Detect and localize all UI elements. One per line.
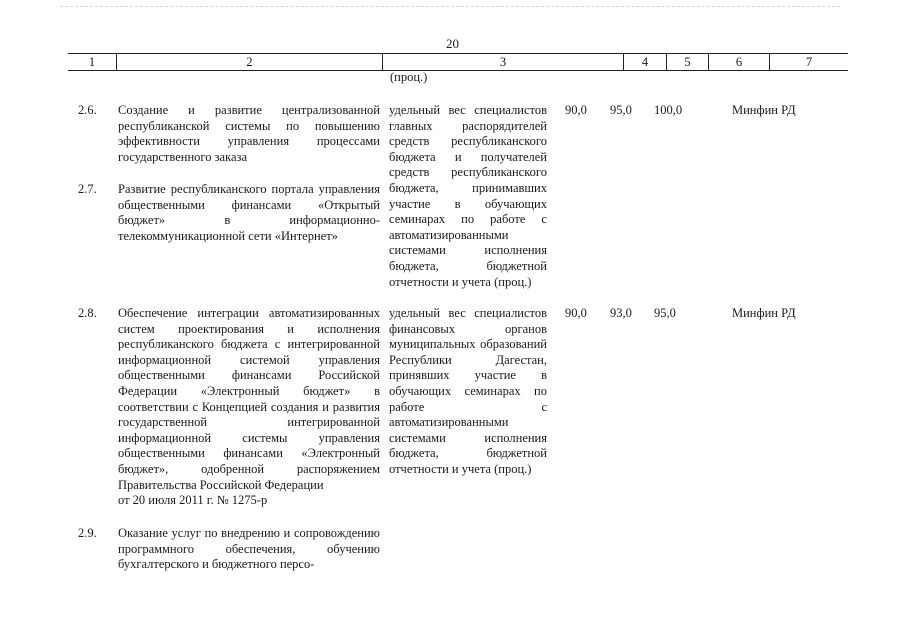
value-col4-2-8: 90,0 <box>565 306 587 320</box>
row-description-2-9: Оказание услуг по внедрению и сопровождению программного обеспечения, обучению бухгалтерского и бюджетного персо- <box>118 526 380 572</box>
value-col6-2-6: 100,0 <box>654 103 683 117</box>
carryover-text: (проц.) <box>390 70 428 84</box>
row-number-2-8: 2.8. <box>78 306 97 320</box>
header-col-6: 6 <box>708 54 769 70</box>
header-col-7: 7 <box>769 54 848 70</box>
header-col-3: 3 <box>382 54 623 70</box>
row-number-2-9: 2.9. <box>78 526 97 540</box>
scan-top-edge <box>60 6 840 7</box>
value-col4-2-6: 90,0 <box>565 103 587 117</box>
row-number-2-6: 2.6. <box>78 103 97 117</box>
row-description-2-8: Обеспечение интеграции автоматизированных систем проектирования и исполнения республиканского бюджета с интегрированной информационной системой управления общественными финансами Российской Федерации «Электронный бюджет» в соответствии с Концепцией создания и развития государственной интегрированной информационной системы управления общественными финансами «Электронный бюджет», одобренной распоряжением Правительства Российской Федерации <box>118 306 380 492</box>
executor-2-8: Минфин РД <box>732 306 796 320</box>
row-description-2-7: Развитие республиканского портала управления общественными финансами «Открытый бюджет» в информационно-телекоммуникационной сети «Интернет» <box>118 182 380 243</box>
executor-2-6: Минфин РД <box>732 103 796 117</box>
row-number-2-7: 2.7. <box>78 182 97 196</box>
table-header <box>68 53 848 71</box>
value-col5-2-8: 93,0 <box>610 306 632 320</box>
indicator-text-1: удельный вес специалистов главных распорядителей средств республиканского бюджета и получателей средств республиканского бюджета, принимавших участие в обучающих семинарах по работе с автоматизированными системами исполнения бюджета, бюджетной отчетности и учета (проц.) <box>389 103 547 289</box>
page-number: 20 <box>446 36 459 51</box>
header-col-1: 1 <box>88 55 96 69</box>
header-col-5: 5 <box>666 54 708 70</box>
indicator-text-2: удельный вес специалистов финансовых органов муниципальных образований Республики Дагестан, принявших участие в обучающих семинарах по работе с автоматизированными системами исполнения бюджета, бюджетной отчетности и учета (проц.) <box>389 306 547 476</box>
value-col5-2-6: 95,0 <box>610 103 632 117</box>
header-col-2: 2 <box>116 54 382 70</box>
header-col-4: 4 <box>623 54 666 70</box>
row-description-2-6: Создание и развитие централизованной республиканской системы по повышению эффективности управления процессами государственного заказа <box>118 103 380 164</box>
row-description-2-8-last-line: от 20 июля 2011 г. № 1275-р <box>118 493 268 507</box>
value-col6-2-8: 95,0 <box>654 306 676 320</box>
